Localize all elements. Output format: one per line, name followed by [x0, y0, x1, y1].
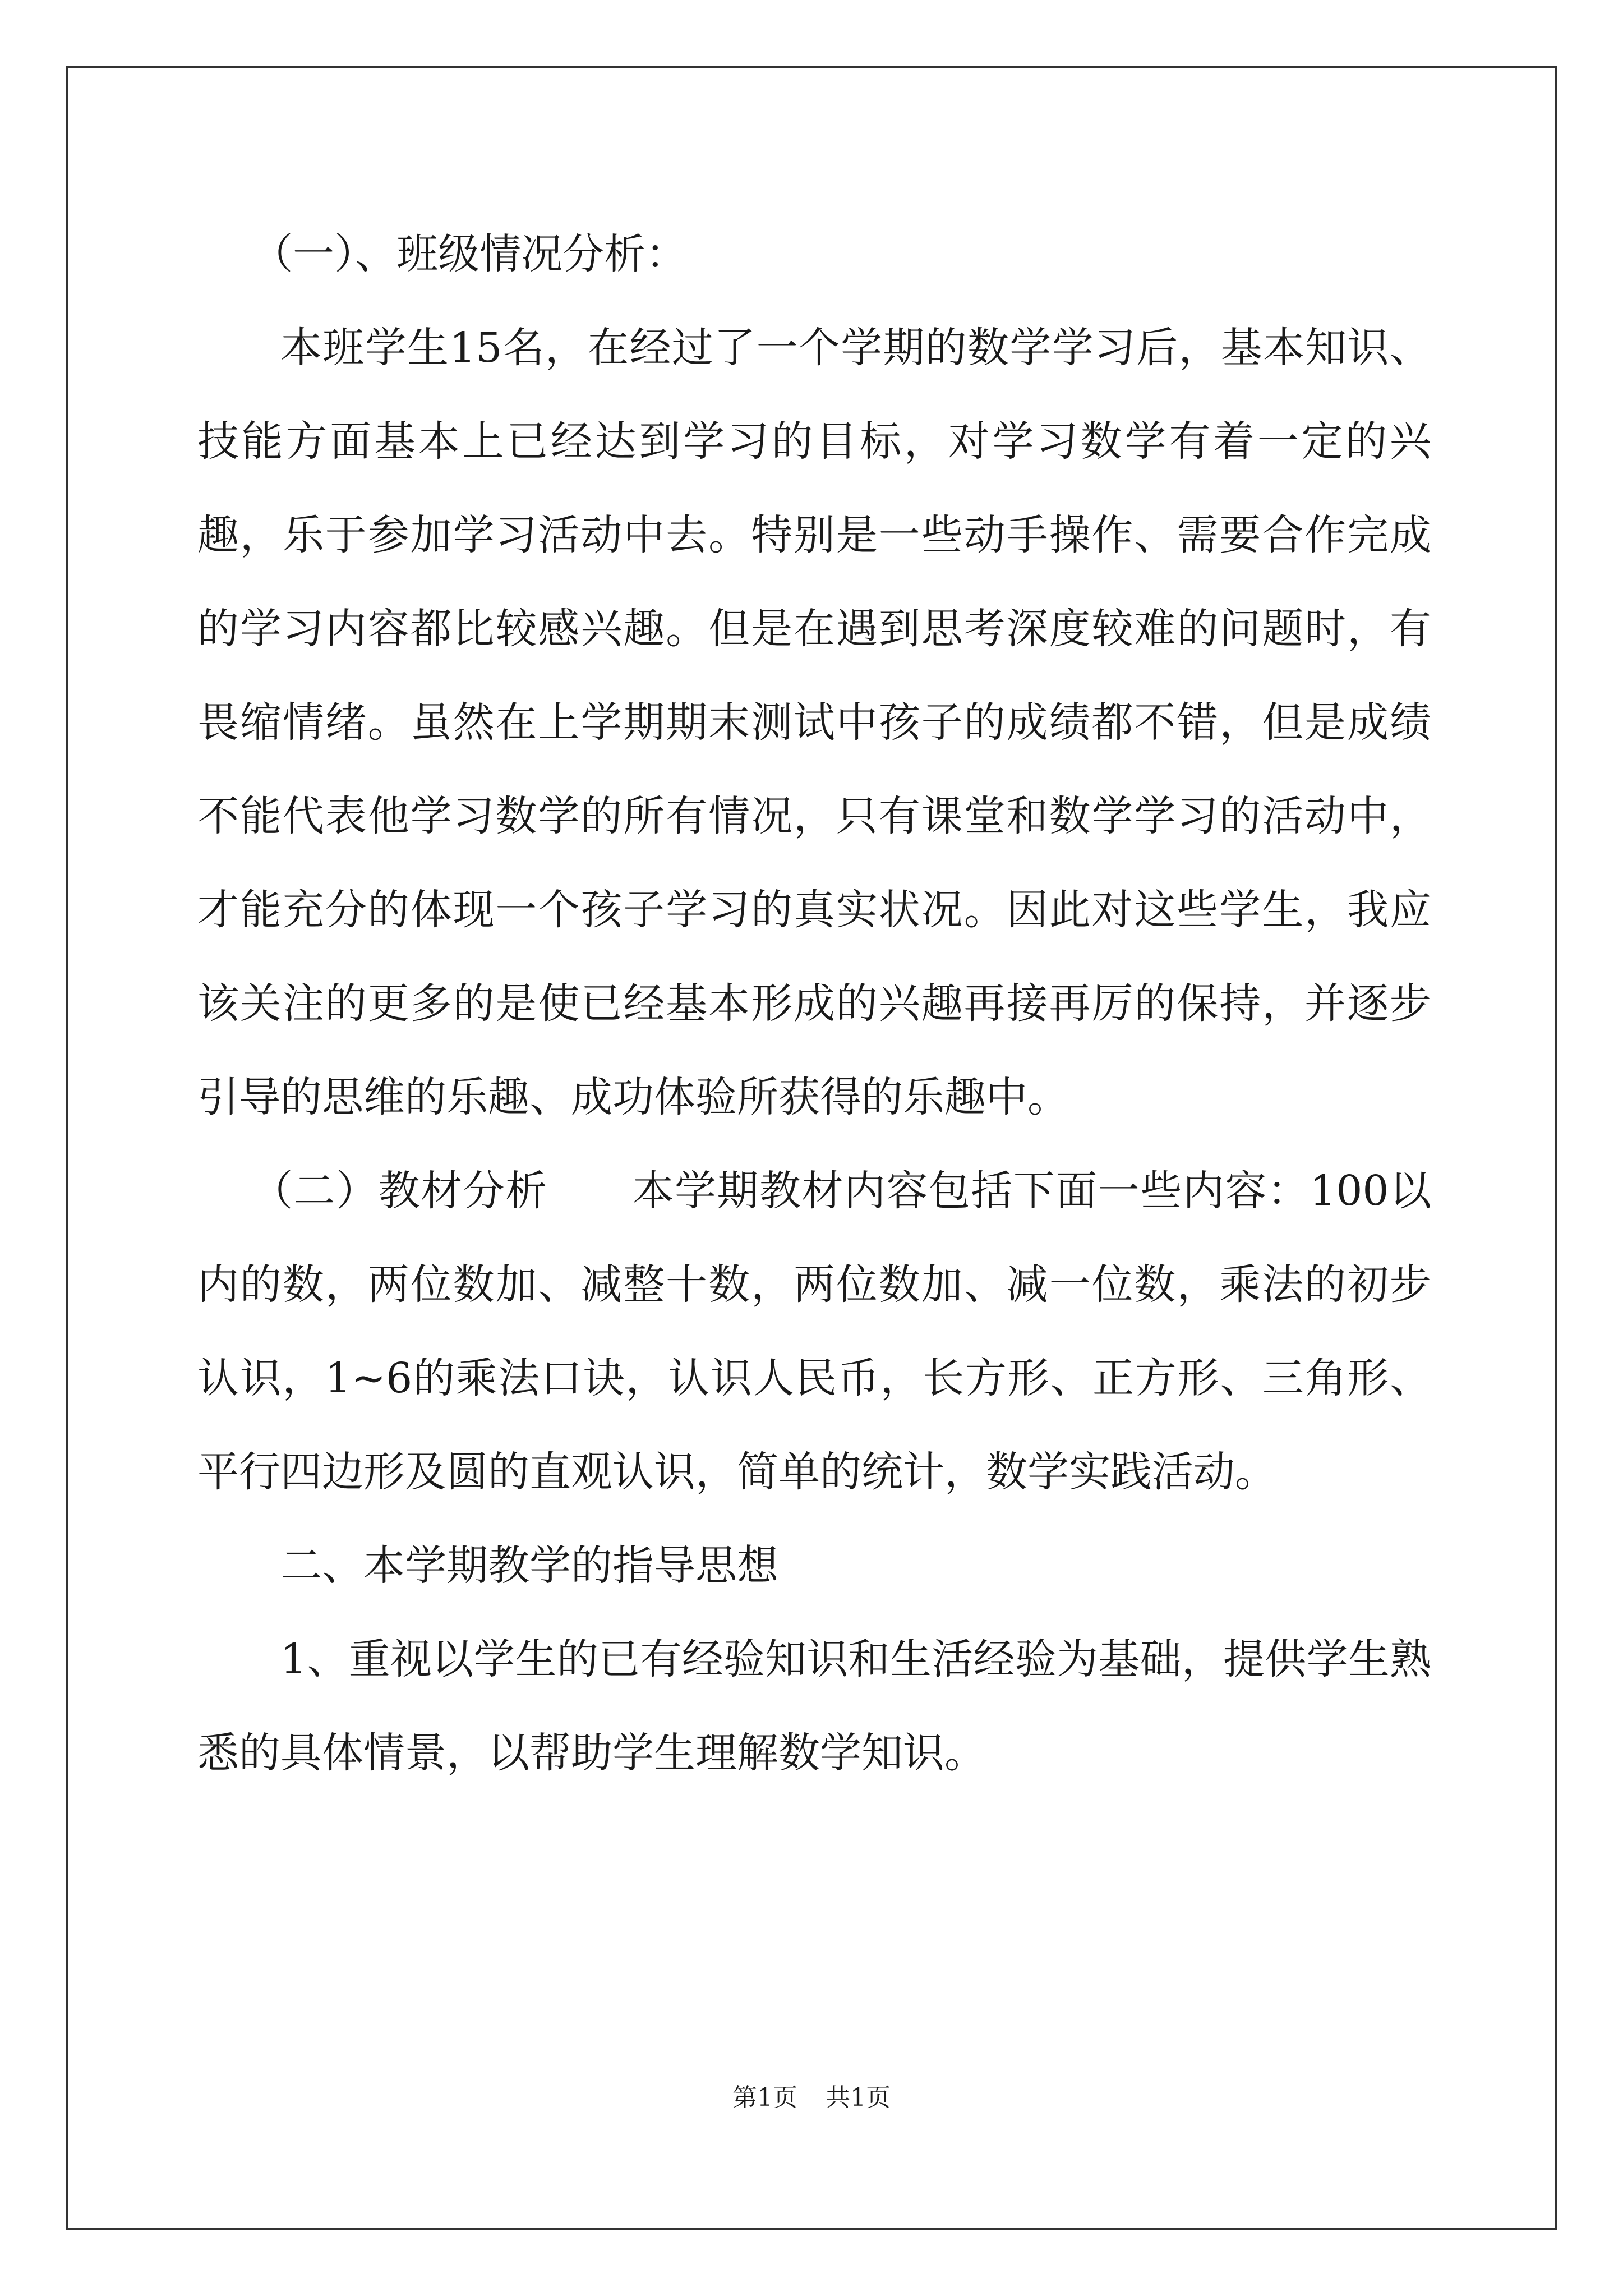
document-body — [197, 208, 1431, 1800]
page-number-total: 共1页 — [826, 2083, 891, 2112]
page-number-current: 第1页 — [732, 2083, 797, 2112]
guiding-thought-item-1: 1、重视以学生的已有经验知识和生活经验为基础，提供学生熟悉的具体情景，以帮助学生理解数学知识。 — [197, 1635, 1431, 1777]
class-analysis-heading: （一）、班级情况分析： — [251, 230, 688, 278]
textbook-analysis-paragraph: （二）教材分析 本学期教材内容包括下面一些内容：100以内的数，两位数加、减整十数，两位数加、减一位数，乘法的初步认识，1~6的乘法口诀，认识人民币，长方形、正方形、三角形、平行四边形及圆的直观认识，简单的统计，数学实践活动。 — [197, 1167, 1431, 1496]
page-footer — [0, 2081, 1623, 2115]
guiding-thought-heading: 二、本学期教学的指导思想 — [280, 1542, 778, 1590]
class-analysis-paragraph: 本班学生15名，在经过了一个学期的数学学习后，基本知识、技能方面基本上已经达到学习的目标，对学习数学有着一定的兴趣，乐于参加学习活动中去。特别是一些动手操作、需要合作完成的学习内容都比较感兴趣。但是在遇到思考深度较难的问题时，有畏缩情绪。虽然在上学期期末测试中孩子的成绩都不错，但是成绩不能代表他学习数学的所有情况，只有课堂和数学学习的活动中，才能充分的体现一个孩子学习的真实状况。因此对这些学生，我应该关注的更多的是使已经基本形成的兴趣再接再厉的保持，并逐步引导的思维的乐趣、成功体验所获得的乐趣中。 — [197, 324, 1431, 1121]
